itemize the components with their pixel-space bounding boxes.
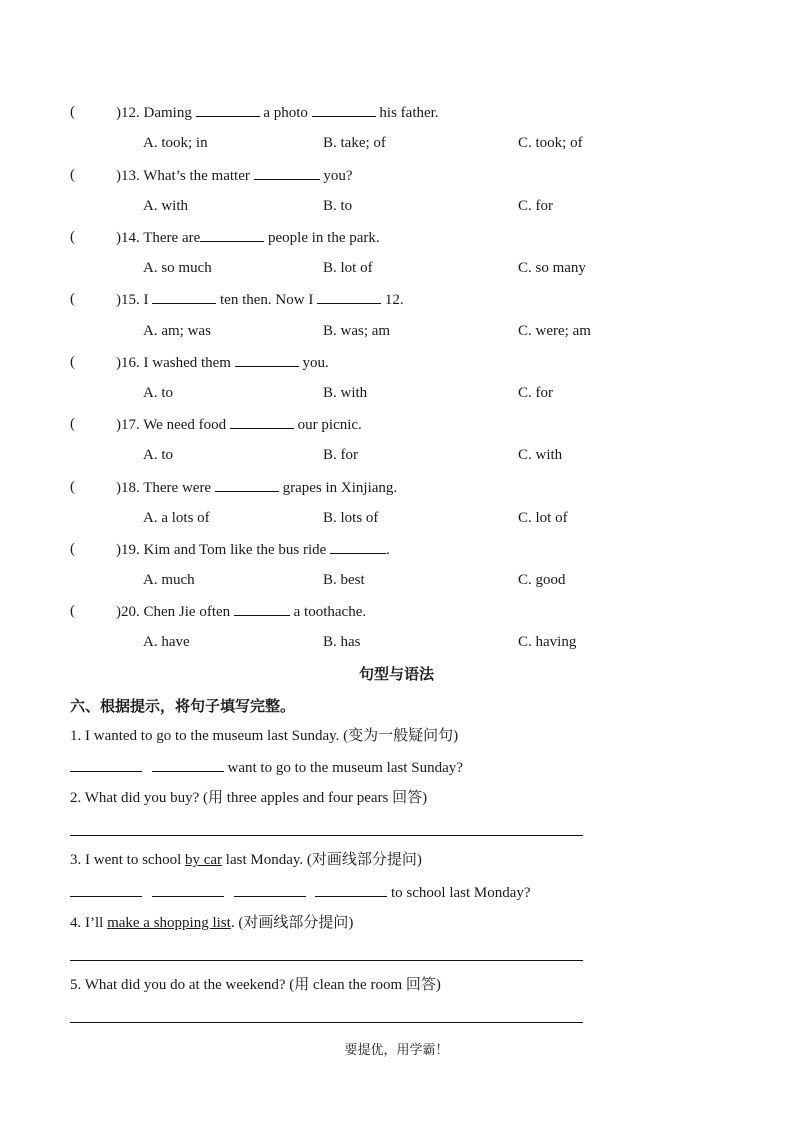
- option-b: B. for: [323, 447, 358, 463]
- sentence-4: 4. I’ll make a shopping list. (对画线部分提问): [70, 915, 354, 931]
- question-text: )12. Daming a photo his father.: [116, 102, 439, 123]
- option-c: C. with: [518, 447, 563, 463]
- answer-line[interactable]: [70, 1022, 583, 1023]
- blank[interactable]: [234, 601, 290, 616]
- option-b: B. lot of: [323, 260, 373, 276]
- sentence-1-answer: want to go to the museum last Sunday?: [70, 757, 463, 778]
- question-text: )19. Kim and Tom like the bus ride .: [116, 539, 390, 560]
- option-c: C. for: [518, 385, 553, 401]
- option-b: B. best: [323, 572, 365, 588]
- answer-paren: (: [70, 479, 75, 495]
- option-c: C. were; am: [518, 323, 591, 339]
- option-a: A. to: [143, 385, 173, 401]
- blank[interactable]: [196, 102, 260, 117]
- option-a: A. with: [143, 198, 188, 214]
- answer-paren: (: [70, 291, 75, 307]
- option-c: C. for: [518, 198, 553, 214]
- answer-blank[interactable]: [70, 757, 142, 772]
- underlined-phrase: by car: [184, 852, 223, 868]
- answer-blank[interactable]: [315, 882, 387, 897]
- option-b: B. with: [323, 385, 368, 401]
- question-text: )17. We need food our picnic.: [116, 414, 362, 435]
- question-text: )16. I washed them you.: [116, 352, 329, 373]
- sentence-1: 1. I wanted to go to the museum last Sunday. (变为一般疑问句): [70, 728, 459, 744]
- section-title: 句型与语法: [358, 667, 434, 683]
- blank[interactable]: [235, 352, 299, 367]
- question-text: )14. There are people in the park.: [116, 227, 380, 248]
- answer-paren: (: [70, 104, 75, 120]
- answer-paren: (: [70, 416, 75, 432]
- answer-paren: (: [70, 167, 75, 183]
- option-b: B. to: [323, 198, 353, 214]
- option-a: A. to: [143, 447, 173, 463]
- blank[interactable]: [230, 414, 294, 429]
- blank[interactable]: [317, 289, 381, 304]
- answer-blank[interactable]: [152, 882, 224, 897]
- blank[interactable]: [254, 165, 320, 180]
- blank[interactable]: [312, 102, 376, 117]
- section-heading: 六、根据提示，将句子填写完整。: [70, 699, 296, 715]
- answer-paren: (: [70, 603, 75, 619]
- question-text: )13. What’s the matter you?: [116, 165, 353, 186]
- option-a: A. have: [143, 634, 190, 650]
- option-b: B. has: [323, 634, 361, 650]
- option-b: B. lots of: [323, 510, 379, 526]
- blank[interactable]: [200, 227, 264, 242]
- answer-line[interactable]: [70, 835, 583, 836]
- option-a: A. so much: [143, 260, 212, 276]
- option-c: C. so many: [518, 260, 586, 276]
- question-text: )15. I ten then. Now I 12.: [116, 289, 404, 310]
- answer-paren: (: [70, 354, 75, 370]
- option-a: A. am; was: [143, 323, 211, 339]
- option-c: C. good: [518, 572, 566, 588]
- option-c: C. took; of: [518, 135, 583, 151]
- sentence-2: 2. What did you buy? (用 three apples and four pears 回答): [70, 790, 428, 806]
- option-a: A. took; in: [143, 135, 208, 151]
- option-a: A. much: [143, 572, 195, 588]
- question-text: )20. Chen Jie often a toothache.: [116, 601, 366, 622]
- answer-blank[interactable]: [70, 882, 142, 897]
- sentence-5: 5. What did you do at the weekend? (用 clean the room 回答): [70, 977, 441, 993]
- answer-line[interactable]: [70, 960, 583, 961]
- answer-blank[interactable]: [152, 757, 224, 772]
- answer-paren: (: [70, 541, 75, 557]
- option-b: B. take; of: [323, 135, 386, 151]
- option-a: A. a lots of: [143, 510, 210, 526]
- answer-blank[interactable]: [234, 882, 306, 897]
- sentence-3-answer: to school last Monday?: [70, 882, 531, 903]
- answer-paren: (: [70, 229, 75, 245]
- option-b: B. was; am: [323, 323, 391, 339]
- question-text: )18. There were grapes in Xinjiang.: [116, 477, 397, 498]
- option-c: C. lot of: [518, 510, 568, 526]
- blank[interactable]: [152, 289, 216, 304]
- sentence-3: 3. I went to school by car last Monday. (对画线部分提问): [70, 852, 422, 868]
- underlined-phrase: make a shopping list: [107, 915, 231, 931]
- page-footer: 要提优，用学霸！: [344, 1042, 449, 1057]
- blank[interactable]: [215, 477, 279, 492]
- blank[interactable]: [330, 539, 386, 554]
- option-c: C. having: [518, 634, 577, 650]
